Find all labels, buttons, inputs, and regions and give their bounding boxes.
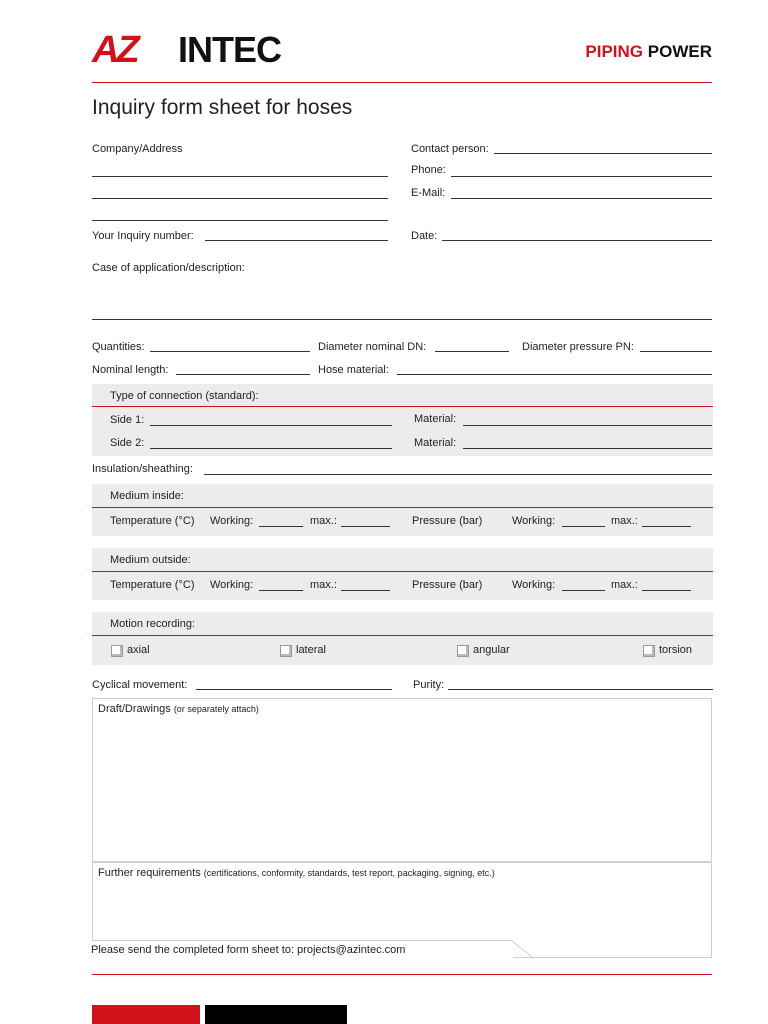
outside-temp-max-label: max.: [310, 579, 337, 591]
send-tab-top-line [92, 940, 512, 941]
side2-label: Side 2: [110, 437, 145, 449]
further-requirements-label [98, 867, 495, 880]
angular-checkbox[interactable] [457, 645, 469, 657]
company-address-line-1[interactable] [92, 176, 388, 177]
date-field[interactable] [442, 240, 712, 241]
cyclical-movement-field[interactable] [196, 689, 392, 690]
inside-temperature-label: Temperature (°C) [110, 515, 195, 527]
cyclical-movement-label: Cyclical movement: [92, 679, 188, 691]
inside-temp-working-field[interactable] [259, 526, 303, 527]
torsion-checkbox[interactable] [643, 645, 655, 657]
connection-divider [92, 406, 713, 407]
side2-material-label: Material: [414, 437, 457, 449]
company-address-line-2[interactable] [92, 198, 388, 199]
side1-field[interactable] [150, 425, 392, 426]
contact-person-label: Contact person: [411, 143, 489, 155]
motion-divider [92, 635, 713, 636]
logo-intec: INTEC [178, 29, 281, 70]
outside-pressure-max-field[interactable] [642, 590, 691, 591]
contact-person-field[interactable] [494, 153, 712, 154]
outside-pressure-working-field[interactable] [562, 590, 605, 591]
company-address-label: Company/Address [92, 143, 183, 155]
outside-temp-working-label: Working: [210, 579, 254, 591]
inquiry-number-field[interactable] [205, 240, 388, 241]
medium-outside-label: Medium outside: [110, 554, 191, 566]
inside-temp-working-label: Working: [210, 515, 254, 527]
outside-pressure-max-label: max.: [611, 579, 638, 591]
quantities-label: Quantities: [92, 341, 145, 353]
lateral-label: lateral [296, 644, 326, 656]
footer-divider [92, 974, 712, 975]
inside-pressure-working-label: Working: [512, 515, 556, 527]
side2-material-field[interactable] [463, 448, 712, 449]
outside-temperature-label: Temperature (°C) [110, 579, 195, 591]
footer-red-bar [92, 1005, 200, 1024]
outside-pressure-working-label: Working: [512, 579, 556, 591]
medium-inside-divider [92, 507, 713, 508]
motion-recording-label: Motion recording: [110, 618, 195, 630]
inside-temp-max-label: max.: [310, 515, 337, 527]
lateral-checkbox[interactable] [280, 645, 292, 657]
inside-pressure-working-field[interactable] [562, 526, 605, 527]
diameter-dn-field[interactable] [435, 351, 509, 352]
angular-label: angular [473, 644, 510, 656]
inquiry-number-label: Your Inquiry number: [92, 230, 194, 242]
email-field[interactable] [451, 198, 712, 199]
case-description-field[interactable] [92, 319, 712, 320]
outside-pressure-label: Pressure (bar) [412, 579, 483, 591]
diameter-pn-label: Diameter pressure PN: [522, 341, 634, 353]
outside-temp-max-field[interactable] [341, 590, 390, 591]
side2-field[interactable] [150, 448, 392, 449]
draft-drawings-note: (or separately attach) [173, 704, 259, 714]
tagline-power: POWER [647, 42, 712, 61]
footer-black-bar [205, 1005, 347, 1024]
draft-drawings-box[interactable] [92, 698, 712, 862]
side1-material-label: Material: [414, 413, 457, 425]
send-to-text: Please send the completed form sheet to: projects@azintec.com [91, 944, 406, 956]
tagline [585, 42, 712, 62]
company-address-line-3[interactable] [92, 220, 388, 221]
nominal-length-label: Nominal length: [92, 364, 169, 376]
logo-az: AZ [92, 29, 137, 71]
inside-pressure-max-label: max.: [611, 515, 638, 527]
case-description-label: Case of application/description: [92, 262, 245, 274]
medium-outside-divider [92, 571, 713, 572]
quantities-field[interactable] [150, 351, 310, 352]
inside-temp-max-field[interactable] [341, 526, 390, 527]
logo [92, 30, 292, 70]
diameter-pn-field[interactable] [640, 351, 712, 352]
phone-label: Phone: [411, 164, 446, 176]
hose-material-field[interactable] [397, 374, 712, 375]
send-tab-edge [508, 940, 538, 960]
insulation-field[interactable] [204, 474, 712, 475]
connection-type-label: Type of connection (standard): [110, 390, 259, 402]
side1-material-field[interactable] [463, 425, 712, 426]
outside-temp-working-field[interactable] [259, 590, 303, 591]
date-label: Date: [411, 230, 438, 242]
inside-pressure-max-field[interactable] [642, 526, 691, 527]
inside-pressure-label: Pressure (bar) [412, 515, 483, 527]
header-divider [92, 82, 712, 83]
draft-drawings-label [98, 703, 259, 716]
draft-drawings-title: Draft/Drawings [98, 703, 171, 715]
axial-checkbox[interactable] [111, 645, 123, 657]
hose-material-label: Hose material: [318, 364, 389, 376]
phone-field[interactable] [451, 176, 712, 177]
page-title: Inquiry form sheet for hoses [92, 96, 353, 119]
further-requirements-title: Further requirements [98, 867, 201, 879]
medium-inside-section [92, 484, 713, 536]
medium-inside-label: Medium inside: [110, 490, 184, 502]
axial-label: axial [127, 644, 150, 656]
insulation-label: Insulation/sheathing: [92, 463, 193, 475]
torsion-label: torsion [659, 644, 693, 656]
email-label: E-Mail: [411, 187, 446, 199]
side1-label: Side 1: [110, 414, 145, 426]
purity-label: Purity: [413, 679, 445, 691]
nominal-length-field[interactable] [176, 374, 310, 375]
further-requirements-note: (certifications, conformity, standards, test report, packaging, signing, etc.) [203, 868, 495, 878]
tagline-piping: PIPING [585, 42, 644, 61]
diameter-dn-label: Diameter nominal DN: [318, 341, 427, 353]
purity-field[interactable] [448, 689, 713, 690]
